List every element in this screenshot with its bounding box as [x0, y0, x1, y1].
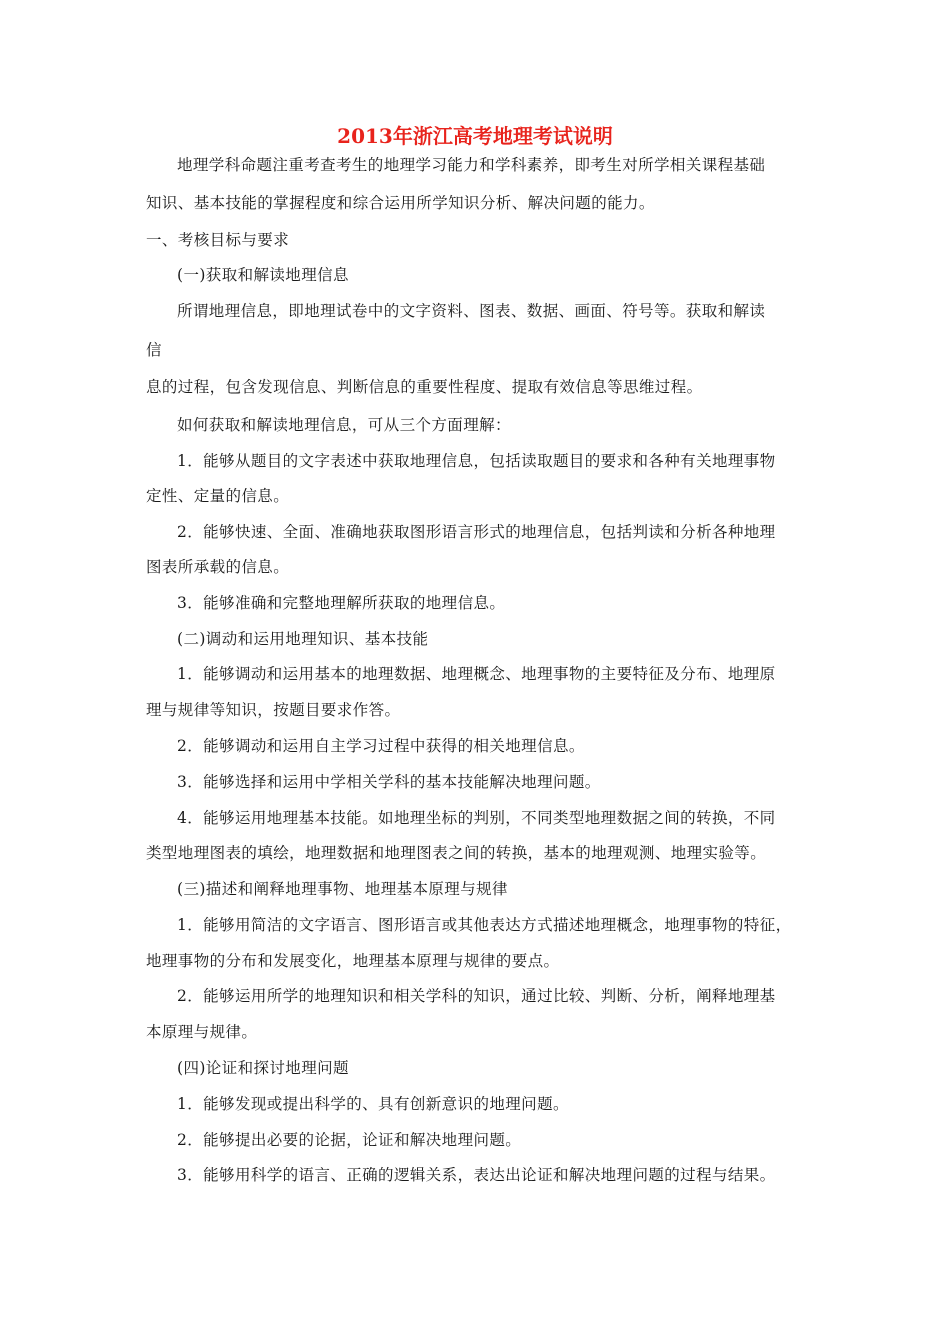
list-item-line: 定性、定量的信息。: [146, 487, 290, 505]
list-item-line: 2．能够调动和运用自主学习过程中获得的相关地理信息。: [177, 737, 585, 755]
document-title: 2013年浙江高考地理考试说明: [337, 124, 613, 148]
list-item-line: 地理事物的分布和发展变化，地理基本原理与规律的要点。: [146, 952, 560, 970]
list-item-line: 2．能够运用所学的地理知识和相关学科的知识，通过比较、判断、分析，阐释地理基: [177, 987, 776, 1005]
list-item-line: 4．能够运用地理基本技能。如地理坐标的判别，不同类型地理数据之间的转换，不同: [177, 809, 776, 827]
subsection-heading: (四)论证和探讨地理问题: [177, 1059, 349, 1077]
paragraph-line: 信: [146, 341, 162, 359]
list-item-line: 理与规律等知识，按题目要求作答。: [146, 701, 401, 719]
list-item-line: 类型地理图表的填绘，地理数据和地理图表之间的转换，基本的地理观测、地理实验等。: [146, 844, 767, 862]
list-item-line: 图表所承载的信息。: [146, 558, 290, 576]
list-item-line: 3．能够选择和运用中学相关学科的基本技能解决地理问题。: [177, 773, 601, 791]
list-item-line: 3．能够准确和完整地理解所获取的地理信息。: [177, 594, 506, 612]
list-item-line: 3．能够用科学的语言、正确的逻辑关系，表达出论证和解决地理问题的过程与结果。: [177, 1166, 776, 1184]
paragraph-line: 息的过程，包含发现信息、判断信息的重要性程度、提取有效信息等思维过程。: [146, 378, 703, 396]
list-item-line: 1．能够调动和运用基本的地理数据、地理概念、地理事物的主要特征及分布、地理原: [177, 665, 776, 683]
list-item-line: 2．能够提出必要的论据，论证和解决地理问题。: [177, 1131, 522, 1149]
subsection-heading: (三)描述和阐释地理事物、地理基本原理与规律: [177, 880, 508, 898]
paragraph-line: 知识、基本技能的掌握程度和综合运用所学知识分析、解决问题的能力。: [146, 194, 655, 212]
list-item-line: 1．能够发现或提出科学的、具有创新意识的地理问题。: [177, 1095, 569, 1113]
paragraph-line: 地理学科命题注重考查考生的地理学习能力和学科素养，即考生对所学相关课程基础: [177, 156, 766, 174]
list-item-line: 1．能够从题目的文字表述中获取地理信息，包括读取题目的要求和各种有关地理事物: [177, 452, 776, 470]
paragraph-line: 如何获取和解读地理信息，可从三个方面理解：: [177, 416, 511, 434]
section-heading: 一、考核目标与要求: [146, 231, 290, 249]
list-item-line: 本原理与规律。: [146, 1023, 258, 1041]
list-item-line: 1．能够用简洁的文字语言、图形语言或其他表达方式描述地理概念，地理事物的特征，: [177, 916, 792, 934]
subsection-heading: (一)获取和解读地理信息: [177, 266, 349, 284]
subsection-heading: (二)调动和运用地理知识、基本技能: [177, 630, 429, 648]
list-item-line: 2．能够快速、全面、准确地获取图形语言形式的地理信息，包括判读和分析各种地理: [177, 523, 776, 541]
paragraph-line: 所谓地理信息，即地理试卷中的文字资料、图表、数据、画面、符号等。获取和解读: [177, 302, 766, 320]
